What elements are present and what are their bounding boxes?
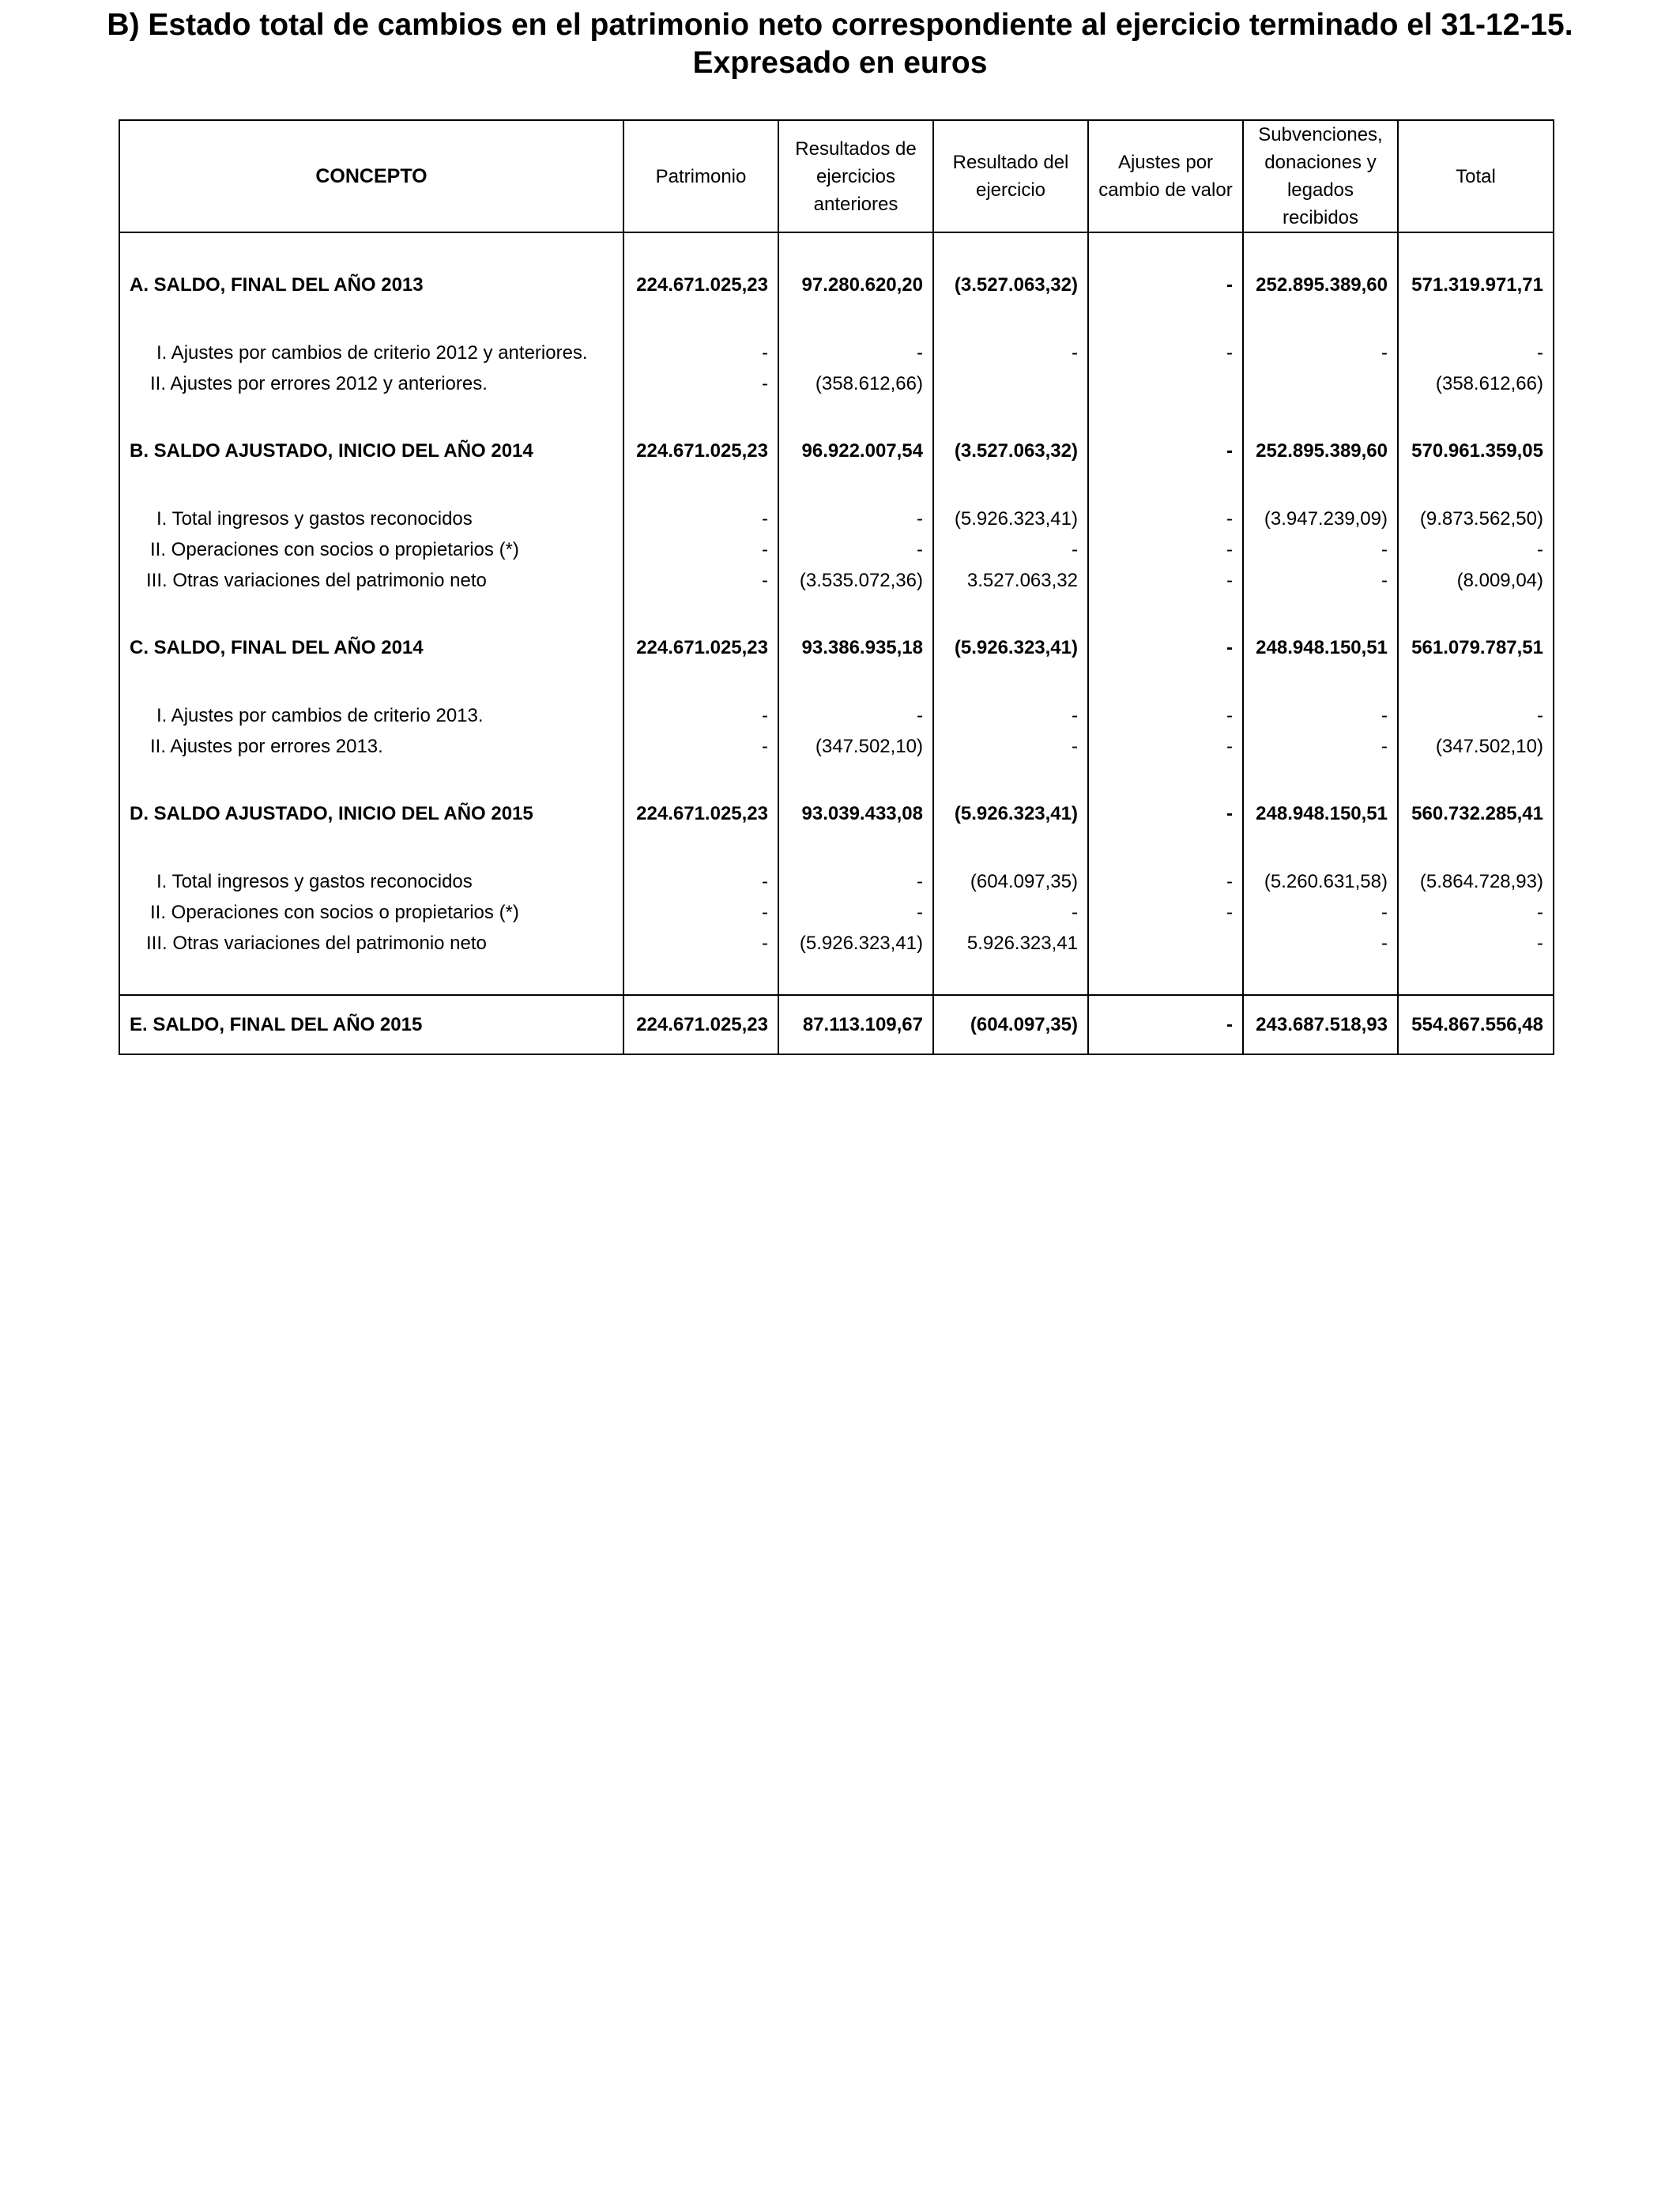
- cell-patrimonio: -: [623, 368, 778, 399]
- spacer-row: [119, 399, 1554, 435]
- table-row: [119, 731, 1554, 762]
- cell-patrimonio: 224.671.025,23: [623, 797, 778, 831]
- spacer-row: [119, 232, 1554, 269]
- cell-resultado-ejercicio: 5.926.323,41: [933, 928, 1088, 959]
- cell-patrimonio: -: [623, 897, 778, 928]
- cell-ajustes-valor: -: [1088, 337, 1243, 368]
- cell-ajustes-valor: -: [1088, 534, 1243, 565]
- cell-subvenciones: 243.687.518,93: [1243, 995, 1398, 1054]
- table-row: [119, 928, 1554, 959]
- header-ajustes-valor: Ajustes por cambio de valor: [1088, 120, 1243, 232]
- row-concept: II. Operaciones con socios o propietarios (*): [119, 897, 623, 928]
- table-row-saldo-ajustado-2015: [119, 797, 1554, 831]
- spacer-row: [119, 762, 1554, 797]
- cell-subvenciones: -: [1243, 700, 1398, 731]
- table-row: [119, 337, 1554, 368]
- cell-total: 554.867.556,48: [1398, 995, 1554, 1054]
- cell-ajustes-valor: -: [1088, 995, 1243, 1054]
- cell-resultado-ejercicio: (3.527.063,32): [933, 269, 1088, 302]
- cell-total: (8.009,04): [1398, 565, 1554, 596]
- equity-changes-table: [119, 119, 1554, 1055]
- table-header-row: [119, 120, 1554, 232]
- cell-patrimonio: -: [623, 731, 778, 762]
- cell-patrimonio: 224.671.025,23: [623, 995, 778, 1054]
- cell-subvenciones: -: [1243, 565, 1398, 596]
- cell-patrimonio: 224.671.025,23: [623, 435, 778, 468]
- cell-ajustes-valor: -: [1088, 731, 1243, 762]
- cell-subvenciones: -: [1243, 928, 1398, 959]
- row-concept: C. SALDO, FINAL DEL AÑO 2014: [119, 631, 623, 665]
- cell-total: (9.873.562,50): [1398, 503, 1554, 534]
- row-concept: I. Total ingresos y gastos reconocidos: [119, 503, 623, 534]
- header-patrimonio: Patrimonio: [623, 120, 778, 232]
- cell-total: -: [1398, 534, 1554, 565]
- cell-subvenciones: 252.895.389,60: [1243, 435, 1398, 468]
- row-concept: I. Total ingresos y gastos reconocidos: [119, 866, 623, 897]
- table-row: [119, 700, 1554, 731]
- header-total: Total: [1398, 120, 1554, 232]
- cell-total: (358.612,66): [1398, 368, 1554, 399]
- cell-resultado-ejercicio: 3.527.063,32: [933, 565, 1088, 596]
- cell-patrimonio: -: [623, 534, 778, 565]
- spacer-row: [119, 665, 1554, 700]
- cell-resultados-anteriores: 93.039.433,08: [778, 797, 933, 831]
- table-row: [119, 565, 1554, 596]
- cell-resultado-ejercicio: (5.926.323,41): [933, 631, 1088, 665]
- cell-ajustes-valor: -: [1088, 565, 1243, 596]
- cell-resultado-ejercicio: -: [933, 534, 1088, 565]
- cell-total: -: [1398, 897, 1554, 928]
- cell-ajustes-valor: [1088, 928, 1243, 959]
- title-line-1: B) Estado total de cambios en el patrimonio neto correspondiente al ejercicio terminado el 31-12-15.: [107, 8, 1573, 42]
- cell-total: 570.961.359,05: [1398, 435, 1554, 468]
- cell-resultado-ejercicio: -: [933, 337, 1088, 368]
- cell-resultados-anteriores: -: [778, 534, 933, 565]
- cell-patrimonio: -: [623, 700, 778, 731]
- row-concept: II. Operaciones con socios o propietarios (*): [119, 534, 623, 565]
- table-row: [119, 534, 1554, 565]
- spacer-row: [119, 831, 1554, 866]
- cell-resultado-ejercicio: (604.097,35): [933, 866, 1088, 897]
- cell-ajustes-valor: -: [1088, 631, 1243, 665]
- table-row: [119, 897, 1554, 928]
- cell-total: -: [1398, 337, 1554, 368]
- cell-resultados-anteriores: 96.922.007,54: [778, 435, 933, 468]
- table-row-saldo-ajustado-2014: [119, 435, 1554, 468]
- page-title: [0, 6, 1680, 82]
- cell-total: -: [1398, 700, 1554, 731]
- cell-resultado-ejercicio: (3.527.063,32): [933, 435, 1088, 468]
- cell-patrimonio: 224.671.025,23: [623, 269, 778, 302]
- cell-patrimonio: -: [623, 928, 778, 959]
- cell-resultado-ejercicio: (5.926.323,41): [933, 797, 1088, 831]
- cell-resultado-ejercicio: -: [933, 897, 1088, 928]
- cell-subvenciones: (3.947.239,09): [1243, 503, 1398, 534]
- row-concept: B. SALDO AJUSTADO, INICIO DEL AÑO 2014: [119, 435, 623, 468]
- cell-subvenciones: -: [1243, 337, 1398, 368]
- cell-resultados-anteriores: -: [778, 897, 933, 928]
- cell-total: (5.864.728,93): [1398, 866, 1554, 897]
- cell-patrimonio: -: [623, 503, 778, 534]
- title-line-2: Expresado en euros: [692, 46, 988, 80]
- cell-ajustes-valor: -: [1088, 700, 1243, 731]
- spacer-row: [119, 302, 1554, 337]
- cell-total: 560.732.285,41: [1398, 797, 1554, 831]
- cell-total: 561.079.787,51: [1398, 631, 1554, 665]
- cell-total: 571.319.971,71: [1398, 269, 1554, 302]
- row-concept: I. Ajustes por cambios de criterio 2012 y anteriores.: [119, 337, 623, 368]
- header-subvenciones: Subvenciones, donaciones y legados recibidos: [1243, 120, 1398, 232]
- cell-patrimonio: 224.671.025,23: [623, 631, 778, 665]
- table-row-saldo-2013: [119, 269, 1554, 302]
- header-concepto: CONCEPTO: [119, 120, 623, 232]
- row-concept: D. SALDO AJUSTADO, INICIO DEL AÑO 2015: [119, 797, 623, 831]
- cell-subvenciones: -: [1243, 534, 1398, 565]
- row-concept: II. Ajustes por errores 2012 y anteriores.: [119, 368, 623, 399]
- cell-subvenciones: [1243, 368, 1398, 399]
- cell-resultados-anteriores: (5.926.323,41): [778, 928, 933, 959]
- cell-ajustes-valor: -: [1088, 897, 1243, 928]
- cell-resultado-ejercicio: [933, 368, 1088, 399]
- cell-resultado-ejercicio: -: [933, 700, 1088, 731]
- cell-subvenciones: 248.948.150,51: [1243, 797, 1398, 831]
- row-concept: A. SALDO, FINAL DEL AÑO 2013: [119, 269, 623, 302]
- table-row: [119, 368, 1554, 399]
- cell-resultados-anteriores: 97.280.620,20: [778, 269, 933, 302]
- table-row-saldo-2014: [119, 631, 1554, 665]
- header-resultado-ejercicio: Resultado del ejercicio: [933, 120, 1088, 232]
- cell-resultado-ejercicio: (604.097,35): [933, 995, 1088, 1054]
- cell-ajustes-valor: -: [1088, 503, 1243, 534]
- cell-resultados-anteriores: (358.612,66): [778, 368, 933, 399]
- table-row: [119, 503, 1554, 534]
- cell-resultados-anteriores: 93.386.935,18: [778, 631, 933, 665]
- row-concept: I. Ajustes por cambios de criterio 2013.: [119, 700, 623, 731]
- cell-subvenciones: 252.895.389,60: [1243, 269, 1398, 302]
- cell-resultados-anteriores: -: [778, 866, 933, 897]
- row-concept: E. SALDO, FINAL DEL AÑO 2015: [119, 995, 623, 1054]
- spacer-row: [119, 959, 1554, 995]
- spacer-row: [119, 468, 1554, 503]
- cell-patrimonio: -: [623, 565, 778, 596]
- cell-patrimonio: -: [623, 866, 778, 897]
- cell-resultados-anteriores: -: [778, 337, 933, 368]
- table-row-saldo-2015: [119, 995, 1554, 1054]
- cell-ajustes-valor: -: [1088, 866, 1243, 897]
- cell-ajustes-valor: -: [1088, 269, 1243, 302]
- cell-resultados-anteriores: -: [778, 503, 933, 534]
- table-row: [119, 866, 1554, 897]
- cell-patrimonio: -: [623, 337, 778, 368]
- cell-subvenciones: 248.948.150,51: [1243, 631, 1398, 665]
- spacer-row: [119, 596, 1554, 631]
- row-concept: III. Otras variaciones del patrimonio neto: [119, 565, 623, 596]
- header-resultados-anteriores: Resultados de ejercicios anteriores: [778, 120, 933, 232]
- cell-subvenciones: -: [1243, 731, 1398, 762]
- cell-ajustes-valor: -: [1088, 797, 1243, 831]
- cell-total: -: [1398, 928, 1554, 959]
- cell-subvenciones: (5.260.631,58): [1243, 866, 1398, 897]
- row-concept: III. Otras variaciones del patrimonio neto: [119, 928, 623, 959]
- cell-resultado-ejercicio: -: [933, 731, 1088, 762]
- cell-resultados-anteriores: (347.502,10): [778, 731, 933, 762]
- cell-resultado-ejercicio: (5.926.323,41): [933, 503, 1088, 534]
- cell-resultados-anteriores: -: [778, 700, 933, 731]
- cell-subvenciones: -: [1243, 897, 1398, 928]
- cell-ajustes-valor: -: [1088, 435, 1243, 468]
- row-concept: II. Ajustes por errores 2013.: [119, 731, 623, 762]
- cell-resultados-anteriores: (3.535.072,36): [778, 565, 933, 596]
- cell-total: (347.502,10): [1398, 731, 1554, 762]
- cell-resultados-anteriores: 87.113.109,67: [778, 995, 933, 1054]
- cell-ajustes-valor: [1088, 368, 1243, 399]
